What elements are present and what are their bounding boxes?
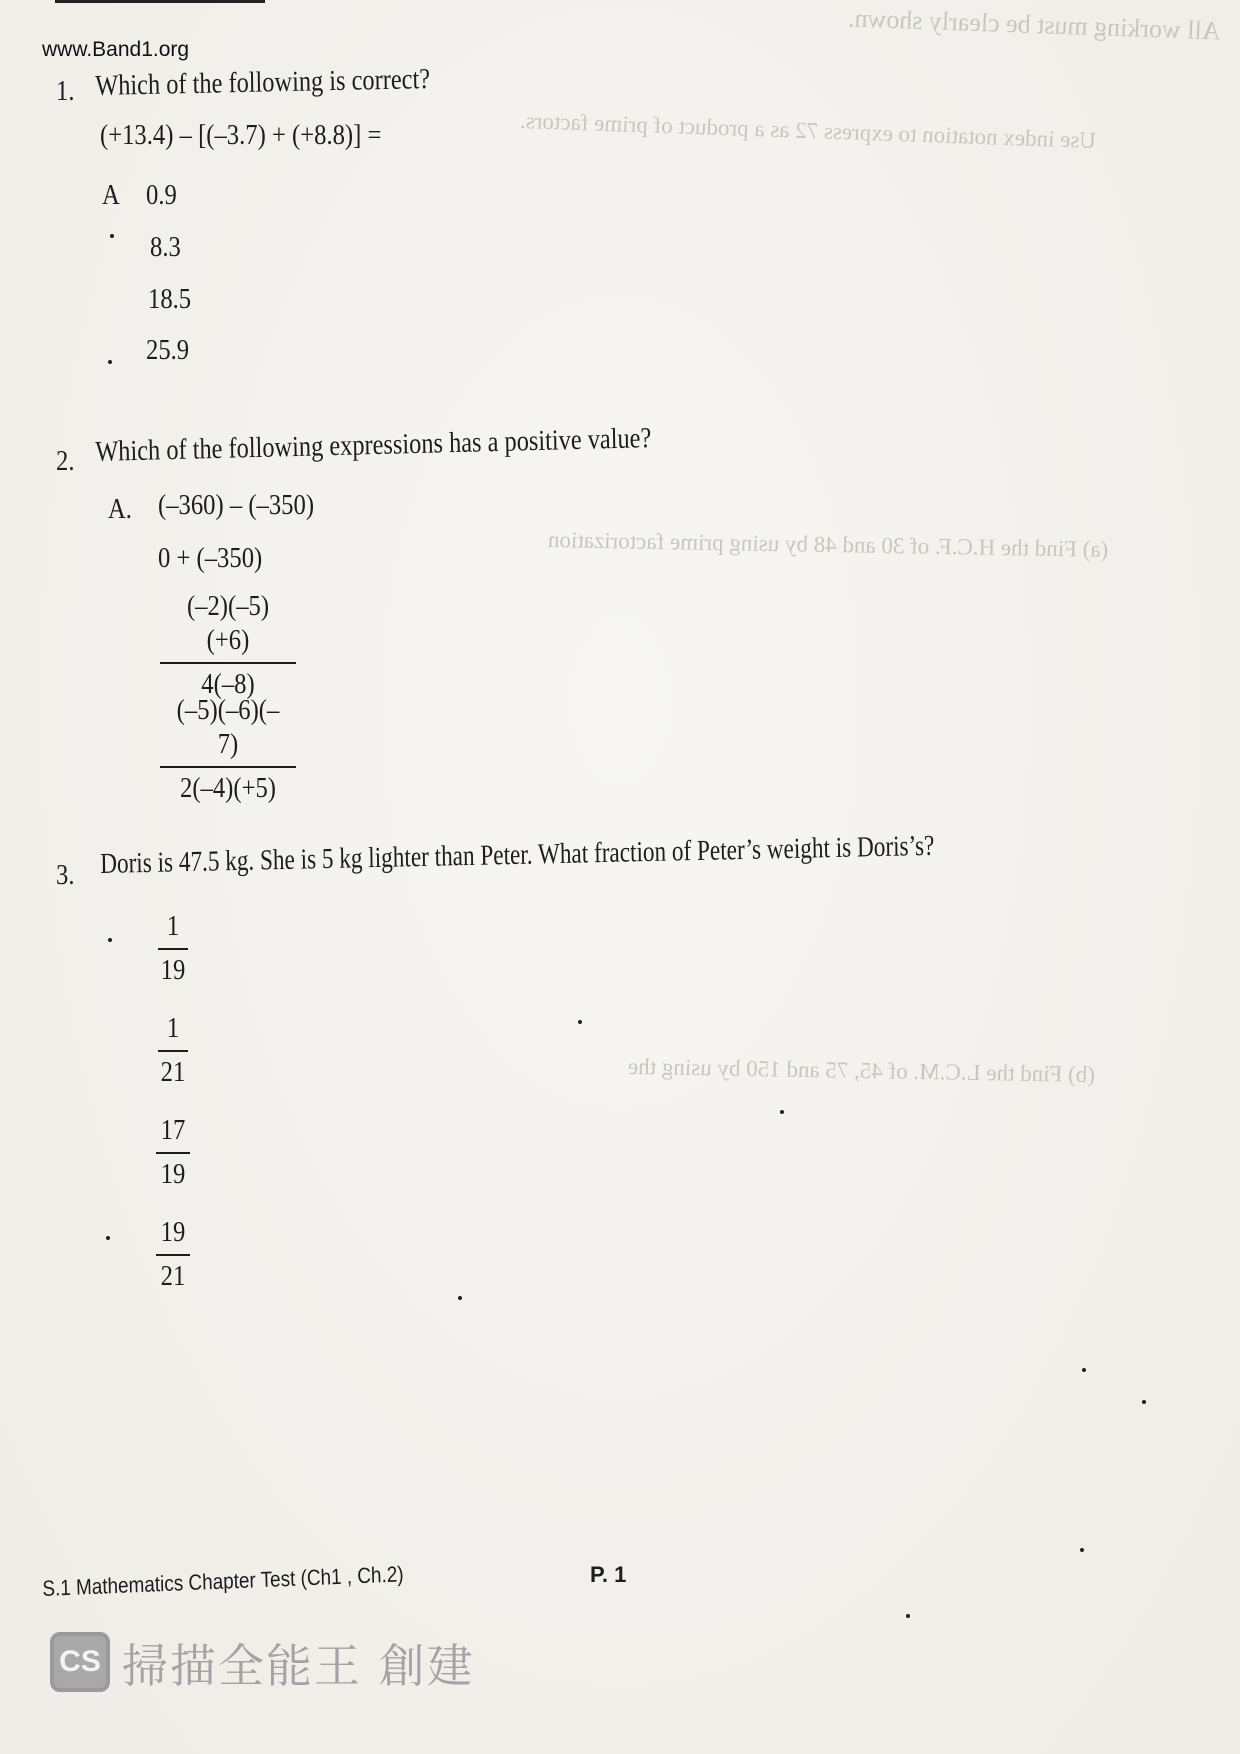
question-1-text: Which of the following is correct? (95, 63, 431, 102)
question-2-option-b: 0 + (–350) (158, 543, 263, 574)
question-3-option-b-denominator: 21 (160, 1057, 186, 1088)
stray-mark (110, 234, 114, 238)
stray-mark (578, 1020, 582, 1024)
question-3-option-a-numerator: 1 (166, 911, 180, 942)
stray-mark (1082, 1368, 1086, 1372)
question-3-option-a-denominator: 19 (160, 955, 186, 986)
question-3-option-d-denominator: 21 (160, 1261, 186, 1292)
footer-course: S.1 Mathematics Chapter Test (Ch1 , Ch.2) (42, 1561, 404, 1601)
question-2-option-d (160, 694, 296, 806)
fraction-bar (156, 1254, 190, 1256)
question-3-option-b (158, 1012, 188, 1090)
question-2-number: 2. (56, 446, 75, 477)
question-1-option-a: 0.9 (146, 180, 177, 211)
question-2-option-d-denominator: 2(–4)(+5) (179, 773, 277, 804)
question-3-option-d (156, 1216, 190, 1294)
question-1-option-d: 25.9 (146, 335, 190, 366)
question-2-option-c (160, 590, 296, 702)
fraction-bar (158, 1050, 188, 1052)
question-2-option-c-numerator: (–2)(–5)(+6) (186, 591, 270, 656)
question-3-option-a (158, 910, 188, 988)
question-3-option-c (156, 1114, 190, 1192)
question-3-option-c-numerator: 17 (160, 1115, 186, 1146)
stray-mark (1080, 1548, 1084, 1552)
question-3-option-d-numerator: 19 (160, 1217, 186, 1248)
question-1-expression: (+13.4) – [(–3.7) + (+8.8)] = (100, 120, 382, 151)
bleed-through-line-1: All working must be clearly shown. (847, 3, 1222, 46)
question-1-option-c: 18.5 (148, 284, 192, 315)
stray-mark (458, 1296, 462, 1300)
question-2-option-c-denominator: 4(–8) (201, 669, 255, 700)
stray-mark (780, 1110, 784, 1114)
page-number: P. 1 (590, 1562, 627, 1587)
camscanner-logo-icon: CS (50, 1632, 110, 1692)
question-3-number: 3. (56, 860, 75, 891)
bleed-through-line-4: (b) Find the L.C.M. of 45, 75 and 150 by using the (627, 1053, 1096, 1088)
question-2-option-d-numerator: (–5)(–6)(–7) (176, 695, 280, 760)
question-3-option-c-denominator: 19 (160, 1159, 186, 1190)
question-1-option-a-letter: A (102, 180, 120, 211)
question-3-option-b-numerator: 1 (166, 1013, 180, 1044)
question-3-text: Doris is 47.5 kg. She is 5 kg lighter than Peter. What fraction of Peter’s weight is Doris’s? (100, 829, 935, 880)
bleed-through-line-3: (a) Find the H.C.F. of 30 and 48 by using prime factorization (547, 527, 1109, 562)
fraction-bar (156, 1152, 190, 1154)
top-rule (55, 0, 265, 3)
stray-mark (906, 1614, 910, 1618)
stray-mark (1142, 1400, 1146, 1404)
fraction-bar (158, 948, 188, 950)
scanner-watermark-text: 掃描全能王 創建 (122, 1639, 475, 1693)
question-2-option-a: (–360) – (–350) (158, 490, 315, 521)
stray-mark (108, 938, 112, 942)
stray-mark (106, 1236, 110, 1240)
bleed-through-line-2: Use index notation to express 72 as a product of prime factors. (519, 107, 1097, 154)
fraction-bar (160, 662, 296, 664)
question-1-number: 1. (56, 76, 75, 107)
stray-mark (108, 360, 112, 364)
question-2-text: Which of the following expressions has a positive value? (95, 422, 652, 468)
question-1-option-b: 8.3 (150, 232, 181, 263)
question-2-option-a-letter: A. (108, 494, 132, 525)
site-url: www.Band1.org (42, 38, 190, 61)
fraction-bar (160, 766, 296, 768)
